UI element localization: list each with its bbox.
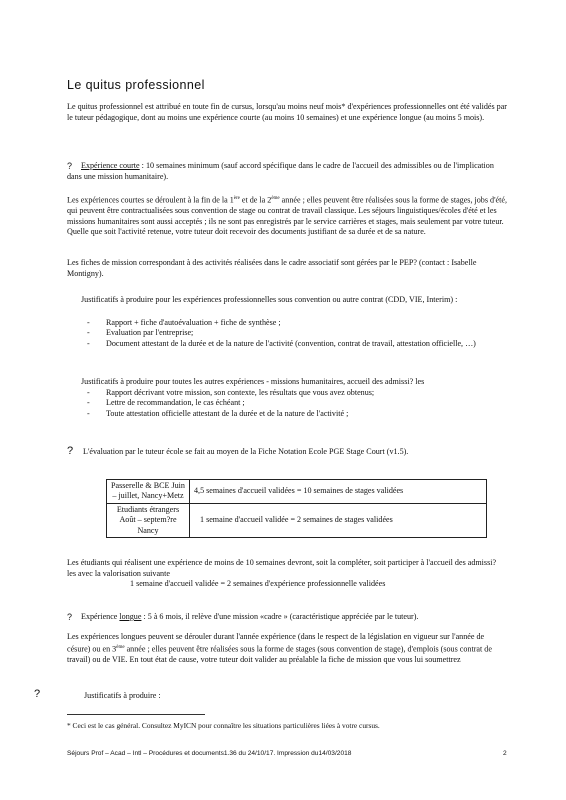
short-heading: [67, 161, 507, 182]
long-para-a: Les expériences longues peuvent se dérouler durant l'année expérience (dans le respect de la législation en vigueur sur l'année de césure) ou en 3: [67, 632, 485, 654]
short-para1-c: année ; elles peuvent être réalisées sous la forme de stages, jobs d'été, qui peuvent être contractualisées sous convention de stage ou contrat de travail classique. Les séjours linguistiques/écoles d'été et les missions humanitaires sont aussi acceptés ; ils ne sont pas enregistrés par le service carrières et stages, mais seulement par votre tuteur. Quelle que soit l'activité retenue, votre tuteur doit recevoir des documents justifiant de sa durée et de sa nature.: [67, 195, 507, 237]
long-heading-title: longue: [119, 612, 142, 621]
short-para1-b: et de la 2: [239, 195, 272, 205]
table-row: [107, 480, 487, 504]
justificatifs-2-list: [87, 388, 507, 419]
page-footer: Séjours Prof – Acad – Intl – Procédures et documents1.36 du 24/10/17. Impression du14/03/2018: [67, 750, 352, 757]
footnote: * Ceci est le cas général. Consultez MyICN pour connaître les situations particulières liées à votre cursus.: [67, 721, 380, 730]
list-item: - Rapport + fiche d'autoévaluation + fiche de synthèse ;: [87, 318, 507, 328]
table-cell: Etudiants étrangers Août – septem?re Nancy: [107, 503, 190, 537]
long-para-b: année ; elles peuvent être réalisées sous la forme de stages (sous convention de stage), d'emplois (sous contrat de travail) ou de VIE. En tout état de cause, votre tuteur doit valider au préalable la fiche de mission que vous lui soumettrez: [67, 644, 492, 664]
list-item: - Evaluation par l'entreprise;: [87, 328, 507, 338]
table-cell: 1 semaine d'accueil validée = 2 semaines de stages validées: [190, 503, 487, 537]
page-number: 2: [503, 750, 507, 757]
sup-3: ème: [116, 644, 125, 650]
table-row: [107, 503, 487, 537]
list-item: - Document attestant de la durée et de la nature de l'activité (convention, contrat de travail, attestation officielle, …): [87, 339, 507, 349]
short-bullet-icon: ?: [67, 161, 73, 171]
list-item: - Rapport décrivant votre mission, son contexte, les résultats que vous avez obtenus;: [87, 388, 507, 398]
justificatifs-2: Justificatifs à produire pour toutes les autres expériences - missions humanitaires, accueil des admissi? les: [81, 377, 425, 386]
short-paragraph-1: [67, 194, 507, 238]
accueil-table: [106, 479, 487, 538]
evaluation-line: L'évaluation par le tuteur école se fait au moyen de la Fiche Notation Ecole PGE Stage Court (v1.5).: [83, 447, 409, 456]
list-item: - Lettre de recommandation, le cas échéant ;: [87, 398, 507, 408]
long-paragraph: [67, 632, 507, 665]
page-title: Le quitus professionnel: [67, 78, 205, 92]
short-paragraph-2: Les fiches de mission correspondant à des activités réalisées dans le cadre associatif sont gérées par le PEP? (contact : Isabelle Montigny).: [67, 258, 477, 278]
short-para1-a: Les expériences courtes se déroulent à la fin de la 1: [67, 195, 234, 205]
valorisation-equation: 1 semaine d'accueil validée = 2 semaines d'expérience professionnelle validées: [130, 579, 386, 588]
long-just-bullet-icon: ?: [34, 688, 41, 700]
long-heading-tail: : 5 à 6 mois, il relève d'une mission «cadre » (caractéristique appréciée par le tuteur).: [141, 612, 419, 621]
after-table-paragraph: Les étudiants qui réalisent une expérience de moins de 10 semaines devront, soit la compléter, soit participer à l'accueil des admissi? les avec la valorisation suivante: [67, 558, 497, 578]
long-heading: [67, 612, 507, 623]
table-cell: Passerelle & BCE Juin – juillet, Nancy+Metz: [107, 480, 190, 504]
justificatifs-1: Justificatifs à produire pour les expériences professionnelles sous convention ou autre contrat (CDD, VIE, Interim) :: [81, 295, 458, 304]
table-cell: 4,5 semaines d'accueil validées = 10 semaines de stages validées: [190, 480, 487, 504]
sup-1: ère: [233, 196, 240, 201]
justificatifs-1-list: [87, 318, 507, 349]
intro-paragraph: Le quitus professionnel est attribué en toute fin de cursus, lorsqu'au moins neuf mois* d'expériences professionnelles ont été validés par le tuteur pédagogique, dont au moins une expérience courte (au moins 10 semaines) et une expérience longue (au moins 5 mois).: [67, 102, 507, 122]
list-item: - Toute attestation officielle attestant de la durée et de la nature de l'activité ;: [87, 409, 507, 419]
long-justificatifs: Justificatifs à produire :: [84, 691, 161, 700]
eval-bullet-icon: ?: [67, 445, 74, 457]
long-heading-pre: Expérience: [81, 612, 120, 621]
short-heading-tail: : 10 semaines minimum (sauf accord spécifique dans le cadre de l'accueil des admissibles ou de l'implication dans une mission humanitaire).: [67, 161, 494, 181]
long-bullet-icon: ?: [67, 612, 73, 622]
short-heading-title: Expérience courte: [81, 161, 140, 170]
sup-2: ème: [271, 196, 280, 201]
footnote-separator: [67, 714, 205, 715]
